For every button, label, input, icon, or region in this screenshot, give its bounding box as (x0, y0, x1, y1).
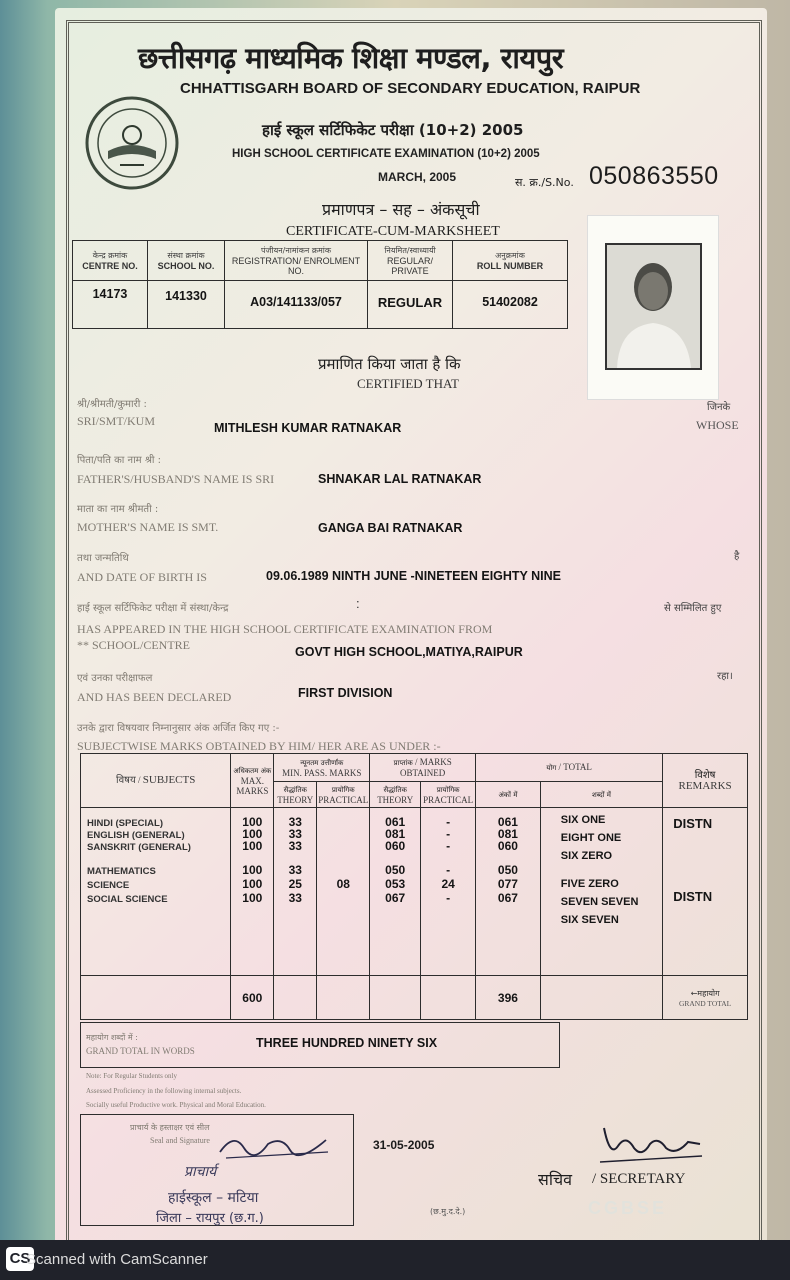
grand-max-marks: 600 (231, 976, 274, 1020)
theory-marks: 053 (385, 877, 406, 891)
max-marks: 100 (242, 877, 263, 891)
grand-total-marks: 396 (476, 976, 541, 1020)
total-marks: 060 (497, 839, 518, 853)
date-of-birth: 09.06.1989 NINTH JUNE -NINETEEN EIGHTY NINE (266, 569, 561, 583)
subject-name: HINDI (SPECIAL) (87, 818, 163, 829)
min-theory: 25 (288, 877, 302, 891)
min-theory: 33 (288, 815, 302, 829)
subject-name: SOCIAL SCIENCE (87, 894, 168, 905)
seal-district: जिला – रायपुर (छ.ग.) (156, 1211, 264, 1226)
min-practical (318, 840, 368, 852)
school-name: GOVT HIGH SCHOOL,MATIYA,RAIPUR (295, 645, 523, 659)
theory-marks: 060 (385, 839, 406, 853)
father-name: SHNAKAR LAL RATNAKAR (318, 472, 482, 486)
total-marks: 050 (497, 863, 518, 877)
doc-title-hindi: प्रमाणपत्र – सह – अंकसूची (322, 200, 480, 219)
obt-practical-header: प्रायोगिक PRACTICAL (421, 782, 476, 808)
min-theory: 33 (288, 839, 302, 853)
serial-number: 050863550 (589, 162, 719, 190)
mother-label-hindi: माता का नाम श्रीमती : (77, 504, 159, 515)
school-label-hindi: हाई स्कूल सर्टिफिकेट परीक्षा में संस्था/केन्द्र (77, 603, 229, 614)
name-label-hindi: श्री/श्रीमती/कुमारी : (77, 399, 147, 410)
min-theory: 33 (288, 863, 302, 877)
secretary-signature (596, 1118, 706, 1173)
seal-principal: प्राचार्य (184, 1164, 217, 1180)
appeared-english: HAS APPEARED IN THE HIGH SCHOOL CERTIFICATE EXAMINATION FROM (77, 622, 493, 636)
board-emblem (84, 95, 180, 196)
subject-name: SANSKRIT (GENERAL) (87, 842, 191, 853)
max-marks: 100 (242, 863, 263, 877)
board-title-hindi: छत्तीसगढ़ माध्यमिक शिक्षा मण्डल, रायपुर (138, 41, 564, 75)
student-type: REGULAR (368, 281, 453, 329)
note-line-1: Note: For Regular Students only (86, 1072, 177, 1080)
grand-words-label-english: GRAND TOTAL IN WORDS (86, 1046, 195, 1056)
dob-label-hindi: तथा जन्मतिथि (77, 553, 129, 564)
secretary-hindi: सचिव (538, 1170, 573, 1189)
total-in-words: SIX ZERO (560, 850, 613, 862)
practical-marks: - (446, 839, 451, 853)
cgbse-watermark: CGBSE (588, 1198, 668, 1218)
max-marks: 100 (242, 827, 263, 841)
theory-marks: 061 (385, 815, 406, 829)
min-practical (318, 828, 368, 840)
max-marks-header: अधिकतम अंक MAX. MARKS (231, 754, 274, 808)
subjectwise-english: SUBJECTWISE MARKS OBTAINED BY HIM/ HER ARE AS UNDER :- (77, 739, 441, 753)
note-line-2: Assessed Proficiency in the following internal subjects. (86, 1087, 242, 1095)
min-practical (318, 864, 368, 876)
remarks-header: विशेष REMARKS (663, 754, 748, 808)
max-marks: 100 (242, 839, 263, 853)
obt-theory-header: सैद्धांतिक THEORY (370, 782, 421, 808)
board-title-english: CHHATTISGARH BOARD OF SECONDARY EDUCATION, RAIPUR (180, 80, 641, 97)
total-in-words: SIX SEVEN (560, 914, 619, 926)
name-label-english: SRI/SMT/KUM (77, 414, 156, 428)
grand-total-label: ←महायोग GRAND TOTAL (663, 976, 748, 1020)
secretary-english: / SECRETARY (592, 1171, 686, 1187)
total-marks: 081 (497, 827, 518, 841)
camscanner-logo-text: CS (9, 1250, 31, 1267)
doc-title-english: CERTIFICATE-CUM-MARKSHEET (286, 224, 500, 239)
dob-label-english: AND DATE OF BIRTH IS (77, 570, 207, 584)
note-line-3: Socially useful Productive work. Physical and Moral Education. (86, 1101, 266, 1109)
marks-table (80, 753, 748, 1020)
exam-session: MARCH, 2005 (378, 170, 457, 184)
theory-marks: 081 (385, 827, 406, 841)
max-marks: 100 (242, 815, 263, 829)
marks-obtained-header: प्राप्तांक / MARKS OBTAINED (370, 754, 476, 782)
info-header-school: संस्था क्रमांक SCHOOL NO. (148, 241, 225, 281)
mother-name: GANGA BAI RATNAKAR (318, 521, 463, 535)
info-header-registration: पंजीयन/नामांकन क्रमांक REGISTRATION/ ENROLMENT NO. (225, 241, 368, 281)
camscanner-text: Scanned with CamScanner (26, 1251, 208, 1268)
result-label-hindi: एवं उनका परीक्षाफल (77, 673, 153, 684)
max-marks: 100 (242, 891, 263, 905)
whose-hindi: जिनके (707, 402, 731, 413)
seal-caption-hindi: प्राचार्य के हस्ताक्षर एवं सील (130, 1123, 210, 1132)
subject-rows (81, 808, 748, 976)
appeared-school-centre: ** SCHOOL/CENTRE (77, 638, 191, 652)
total-marks: 077 (497, 877, 518, 891)
subject-name: SCIENCE (87, 880, 130, 891)
remark-distinction: DISTN (673, 889, 713, 904)
press-mark: (छ.मु.द.दे.) (430, 1207, 466, 1216)
student-name: MITHLESH KUMAR RATNAKAR (214, 421, 402, 435)
seal-caption-english: Seal and Signature (150, 1136, 210, 1145)
whose-english: WHOSE (696, 418, 739, 432)
father-label-hindi: पिता/पति का नाम श्री : (77, 455, 162, 466)
total-in-words: FIVE ZERO (560, 878, 619, 890)
result-suffix-hindi: रहा। (717, 671, 733, 682)
total-in-words: EIGHT ONE (560, 832, 622, 844)
info-header-centre: केन्द्र क्रमांक CENTRE NO. (73, 241, 148, 281)
subjectwise-hindi: उनके द्वारा विषयवार निम्नानुसार अंक अर्जित किए गए :- (77, 723, 280, 734)
exam-title-english: HIGH SCHOOL CERTIFICATE EXAMINATION (10+2) 2005 (232, 148, 540, 160)
certified-hindi: प्रमाणित किया जाता है कि (318, 355, 461, 373)
father-label-english: FATHER'S/HUSBAND'S NAME IS SRI (77, 472, 275, 486)
info-header-roll: अनुक्रमांक ROLL NUMBER (453, 241, 568, 281)
registration-number: A03/141133/057 (225, 281, 368, 329)
school-label-colon: : (356, 596, 360, 611)
min-practical (318, 816, 368, 828)
grand-total-in-words: THREE HUNDRED NINETY SIX (256, 1036, 438, 1050)
info-header-regular: नियमित/स्वाध्यायी REGULAR/ PRIVATE (368, 241, 453, 281)
grand-words-label-hindi: महायोग शब्दों में : (86, 1033, 138, 1042)
total-words-header: शब्दों में (540, 782, 662, 808)
subjects-header: विषय / SUBJECTS (81, 754, 231, 808)
total-figures-header: अंकों में (476, 782, 541, 808)
mother-label-english: MOTHER'S NAME IS SMT. (77, 520, 219, 534)
total-in-words: SIX ONE (560, 814, 606, 826)
total-marks: 067 (497, 891, 518, 905)
min-theory: 33 (288, 891, 302, 905)
subject-name: MATHEMATICS (87, 866, 156, 877)
exam-title-hindi: हाई स्कूल सर्टिफिकेट परीक्षा (10+2) 2005 (262, 121, 524, 139)
theory-marks: 050 (385, 863, 406, 877)
result-division: FIRST DIVISION (298, 686, 393, 700)
practical-marks: - (446, 827, 451, 841)
practical-marks: 24 (441, 877, 455, 891)
practical-marks: - (446, 891, 451, 905)
candidate-info-table (72, 240, 568, 329)
theory-marks: 067 (385, 891, 406, 905)
min-practical: 08 (336, 877, 350, 891)
certified-english: CERTIFIED THAT (357, 376, 459, 391)
roll-number: 51402082 (453, 281, 568, 329)
serial-label: स. क्र./S.No. (515, 176, 574, 189)
student-photo (605, 243, 702, 370)
min-practical (318, 892, 368, 904)
school-number: 141330 (148, 281, 225, 329)
remark-distinction: DISTN (673, 816, 713, 831)
seal-school: हाईस्कूल – मटिया (168, 1190, 259, 1206)
subject-name: ENGLISH (GENERAL) (87, 830, 185, 841)
result-label-english: AND HAS BEEN DECLARED (77, 690, 232, 704)
school-suffix-hindi: से सम्मिलित हुए (664, 603, 722, 614)
centre-number: 14173 (73, 281, 148, 329)
min-theory-header: सैद्धांतिक THEORY (274, 782, 317, 808)
issue-date: 31-05-2005 (373, 1138, 435, 1152)
min-pass-header: न्यूनतम उत्तीर्णांक MIN. PASS. MARKS (274, 754, 370, 782)
dob-suffix: है (734, 551, 740, 562)
total-in-words: SEVEN SEVEN (560, 896, 639, 908)
practical-marks: - (446, 815, 451, 829)
total-marks: 061 (497, 815, 518, 829)
min-theory: 33 (288, 827, 302, 841)
total-header: योग / TOTAL (476, 754, 663, 782)
min-practical-header: प्रायोगिक PRACTICAL (317, 782, 370, 808)
practical-marks: - (446, 863, 451, 877)
principal-signature (216, 1128, 336, 1167)
